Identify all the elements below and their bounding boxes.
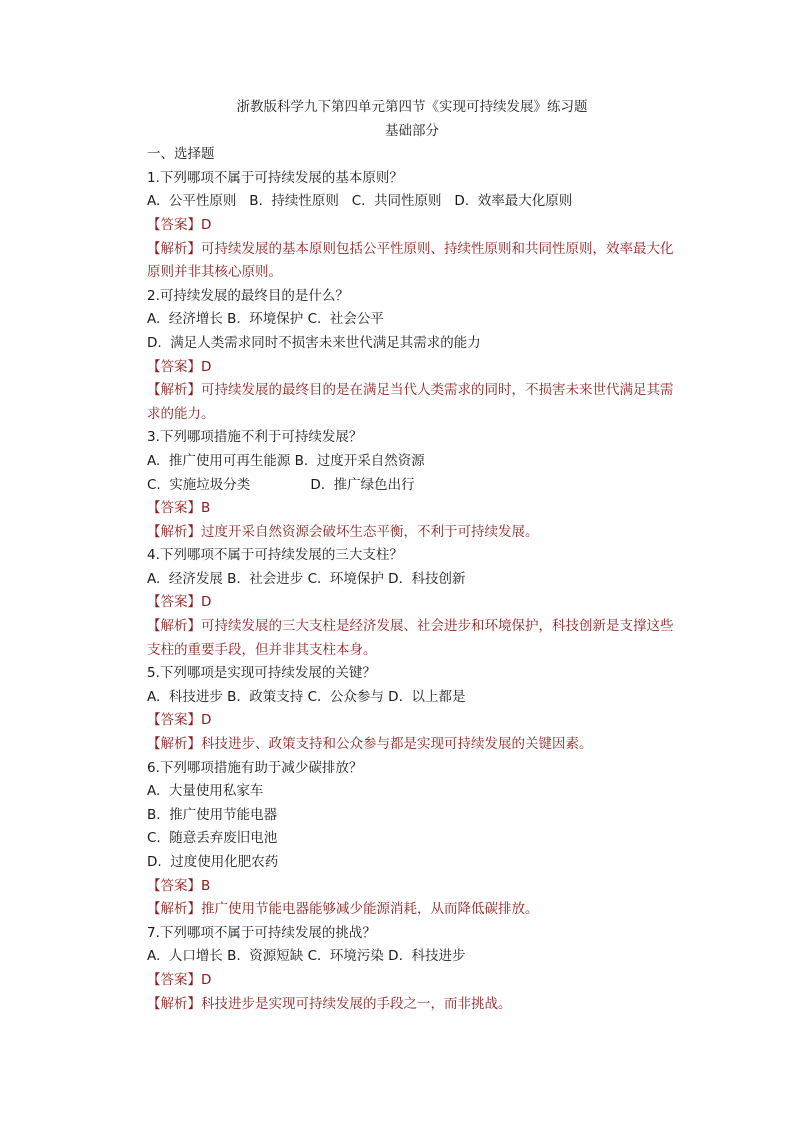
question-option: D. 过度使用化肥农药 [147,854,279,870]
question-option: C. 随意丢弃废旧电池 [147,830,278,847]
question-3 [147,426,677,544]
question-options: C. 实施垃圾分类 D. 推广绿色出行 [147,476,415,493]
answer-line: 【答案】D [147,358,212,375]
document-title: 浙教版科学九下第四单元第四节《实现可持续发展》练习题 [236,99,588,115]
analysis-text: 【解析】科技进步是实现可持续发展的手段之一，而非挑战。 [147,995,512,1012]
question-options: A. 公平性原则 B. 持续性原则 C. 共同性原则 D. 效率最大化原则 [147,193,573,210]
document-subtitle: 基础部分 [385,122,439,139]
question-options: D. 满足人类需求同时不损害未来世代满足其需求的能力 [147,334,481,351]
question-1 [147,167,677,285]
question-6 [147,757,677,922]
analysis-text: 【解析】推广使用节能电器能够减少能源消耗，从而降低碳排放。 [147,901,539,918]
question-stem: 1.下列哪项不属于可持续发展的基本原则？ [147,169,403,186]
analysis-text: 【解析】可持续发展的基本原则包括公平性原则、持续性原则和共同性原则，效率最大化原则并非其核心原则。 [147,240,674,281]
question-stem: 4.下列哪项不属于可持续发展的三大支柱？ [147,547,403,564]
answer-line: 【答案】D [147,971,212,988]
analysis-text: 【解析】过度开采自然资源会破坏生态平衡，不利于可持续发展。 [147,523,539,540]
answer-line: 【答案】D [147,216,212,233]
question-stem: 2.可持续发展的最终目的是什么？ [147,287,349,304]
analysis-text: 【解析】可持续发展的三大支柱是经济发展、社会进步和环境保护，科技创新是支撑这些支柱的重要手段，但并非其支柱本身。 [147,618,674,658]
question-4 [147,544,677,662]
document-content [147,96,677,1016]
answer-line: 【答案】B [147,500,211,517]
answer-line: 【答案】B [147,877,211,894]
answer-line: 【答案】D [147,594,212,611]
question-options: A. 科技进步 B. 政策支持 C. 公众参与 D. 以上都是 [147,688,466,705]
question-option: A. 大量使用私家车 [147,783,264,800]
question-options: A. 推广使用可再生能源 B. 过度开采自然资源 [147,452,425,469]
question-2 [147,285,677,427]
question-7 [147,922,677,1016]
question-stem: 3.下列哪项措施不利于可持续发展？ [147,429,363,446]
section-heading: 一、选择题 [147,146,215,163]
question-options: A. 人口增长 B. 资源短缺 C. 环境污染 D. 科技进步 [147,948,466,965]
question-options: A. 经济增长 B. 环境保护 C. 社会公平 [147,311,384,328]
question-stem: 6.下列哪项措施有助于减少碳排放？ [147,759,363,776]
question-stem: 5.下列哪项是实现可持续发展的关键？ [147,665,376,682]
answer-line: 【答案】D [147,712,212,729]
question-option: B. 推广使用节能电器 [147,806,278,823]
question-stem: 7.下列哪项不属于可持续发展的挑战？ [147,924,376,941]
analysis-text: 【解析】科技进步、政策支持和公众参与都是实现可持续发展的关键因素。 [147,736,593,753]
question-5 [147,662,677,756]
question-options: A. 经济发展 B. 社会进步 C. 环境保护 D. 科技创新 [147,570,466,587]
analysis-text: 【解析】可持续发展的最终目的是在满足当代人类需求的同时，不损害未来世代满足其需求的能力。 [147,382,674,422]
